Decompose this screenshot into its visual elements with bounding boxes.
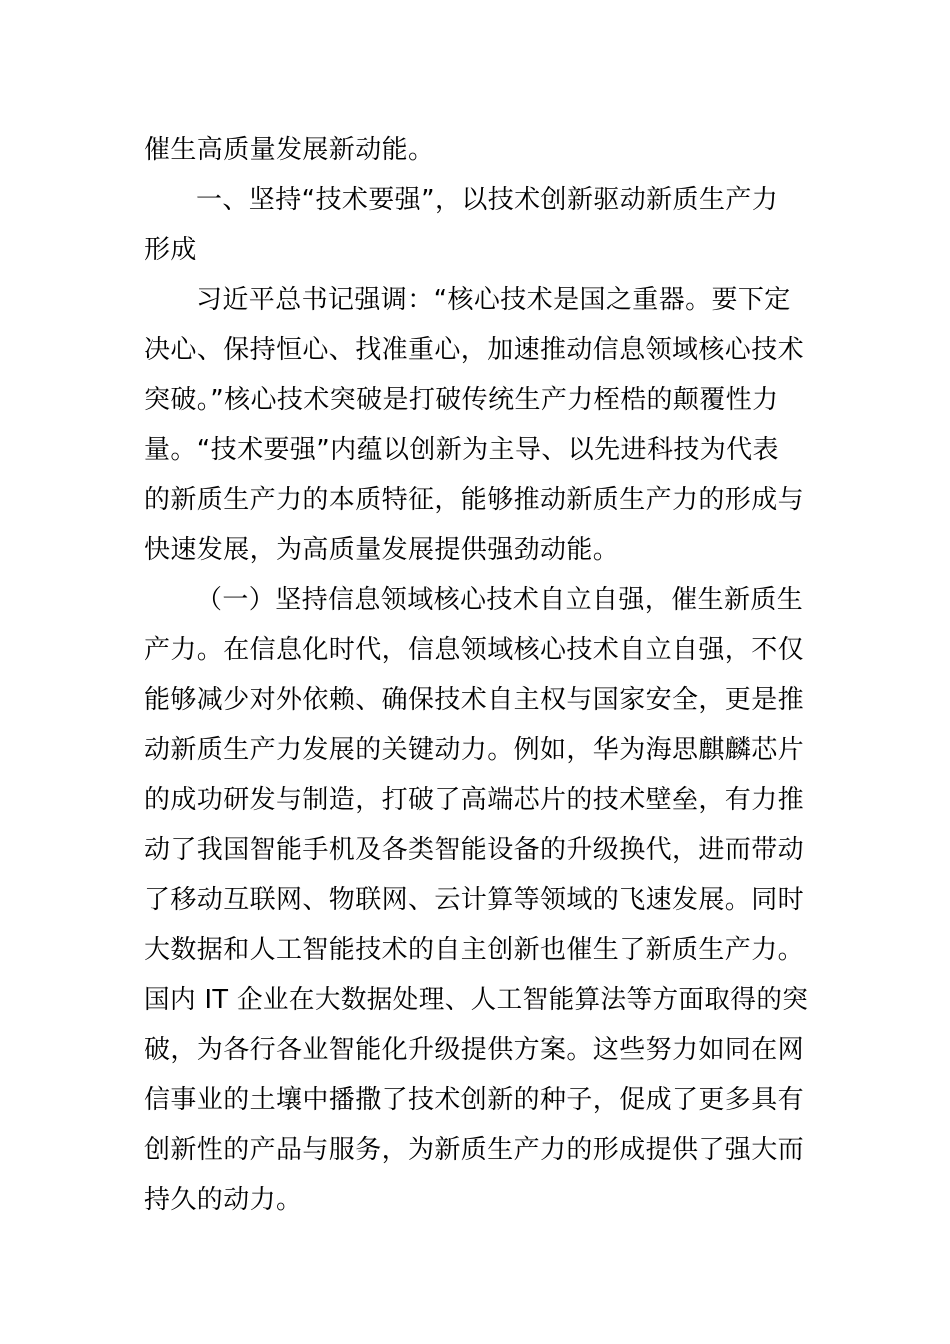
text-line: 动新质生产力发展的关键动力。例如，华为海思麒麟芯片 (144, 735, 805, 765)
text-line: 国内 IT 企业在大数据处理、人工智能算法等方面取得的突 (144, 985, 809, 1015)
text-line: 快速发展，为高质量发展提供强劲动能。 (144, 535, 620, 565)
text-line: 动了我国智能手机及各类智能设备的升级换代，进而带动 (144, 835, 805, 865)
text-line: 决心、保持恒心、找准重心，加速推动信息领域核心技术 (144, 335, 805, 365)
section-heading-line: 形成 (144, 235, 197, 265)
text-line: 量。“技术要强”内蕴以创新为主导、以先进科技为代表 (144, 435, 779, 465)
text-line: 了移动互联网、物联网、云计算等领域的飞速发展。同时 (144, 885, 805, 915)
text-line: 破，为各行各业智能化升级提供方案。这些努力如同在网 (144, 1035, 805, 1065)
text-line: 习近平总书记强调：“核心技术是国之重器。要下定 (196, 285, 791, 315)
section-heading-line: 一、坚持“技术要强”，以技术创新驱动新质生产力 (196, 185, 779, 215)
subsection-heading-line: （一）坚持信息领域核心技术自立自强，催生新质生 (196, 585, 804, 615)
text-line: 的成功研发与制造，打破了高端芯片的技术壁垒，有力推 (144, 785, 805, 815)
text-line: 产力。在信息化时代，信息领域核心技术自立自强，不仅 (144, 635, 805, 665)
text-line: 突破。”核心技术突破是打破传统生产力桎梏的颠覆性力 (144, 385, 779, 415)
text-line: 信事业的土壤中播撒了技术创新的种子，促成了更多具有 (144, 1085, 805, 1115)
text-line: 能够减少对外依赖、确保技术自主权与国家安全，更是推 (144, 685, 805, 715)
text-line: 持久的动力。 (144, 1185, 303, 1215)
text-line: 大数据和人工智能技术的自主创新也催生了新质生产力。 (144, 935, 805, 965)
text-line: 的新质生产力的本质特征，能够推动新质生产力的形成与 (144, 485, 805, 515)
text-line: 催生高质量发展新动能。 (144, 135, 435, 165)
text-line: 创新性的产品与服务，为新质生产力的形成提供了强大而 (144, 1135, 805, 1165)
